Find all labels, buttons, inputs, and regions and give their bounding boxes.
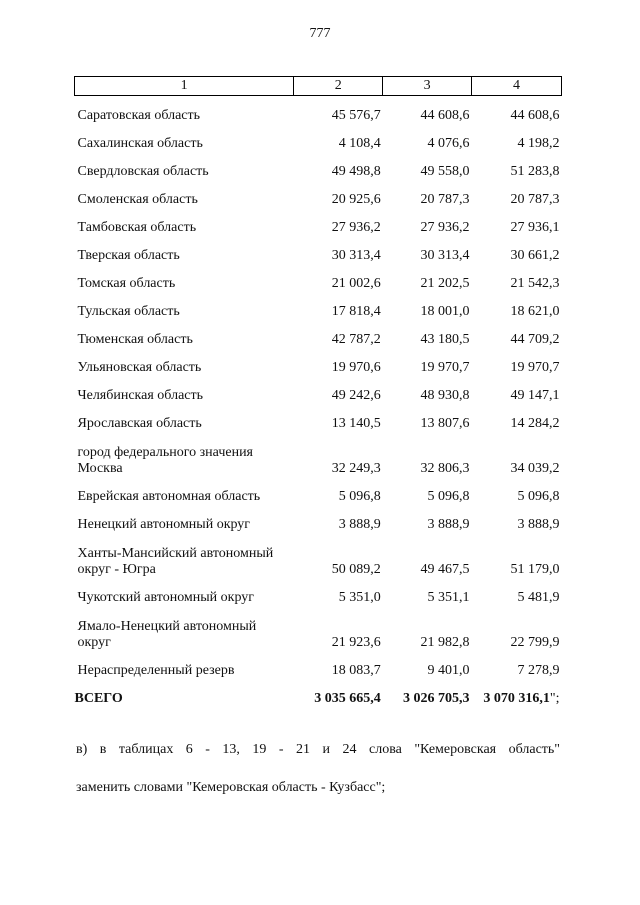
table-row xyxy=(75,292,562,320)
value-col-4: 44 709,2 xyxy=(510,332,560,347)
region-name: Еврейская автономная область xyxy=(77,489,261,504)
value-col-3: 48 930,8 xyxy=(420,388,470,403)
value-col-2: 50 089,2 xyxy=(331,562,381,577)
value-col-2: 5 351,0 xyxy=(338,590,381,605)
value-col-2: 30 313,4 xyxy=(331,248,381,263)
value-col-4: 44 608,6 xyxy=(510,108,560,123)
column-header-1: 1 xyxy=(75,77,294,96)
table-row xyxy=(75,208,562,236)
total-col-4-value: 3 070 316,1 xyxy=(483,691,550,706)
table-row xyxy=(75,152,562,180)
column-header-3: 3 xyxy=(383,77,472,96)
region-name: Томская область xyxy=(77,276,176,291)
value-col-2: 21 923,6 xyxy=(331,635,381,650)
value-col-2: 49 242,6 xyxy=(331,388,381,403)
table-row xyxy=(75,606,562,651)
region-name: Ярославская область xyxy=(77,416,202,431)
value-col-4: 51 179,0 xyxy=(510,562,560,577)
value-col-3: 49 558,0 xyxy=(420,164,470,179)
value-col-2: 13 140,5 xyxy=(331,416,381,431)
total-row xyxy=(75,679,562,707)
table-row xyxy=(75,376,562,404)
table-row xyxy=(75,505,562,533)
value-col-4: 21 542,3 xyxy=(510,276,560,291)
amendment-paragraph-1: в) в таблицах 6 - 13, 19 - 21 и 24 слова "Кемеровская область" xyxy=(76,742,560,757)
value-col-4: 49 147,1 xyxy=(510,388,560,403)
table-row xyxy=(75,404,562,432)
value-col-3: 30 313,4 xyxy=(420,248,470,263)
value-col-4: 14 284,2 xyxy=(510,416,560,431)
table-row xyxy=(75,236,562,264)
value-col-4: 22 799,9 xyxy=(510,635,560,650)
value-col-4: 30 661,2 xyxy=(510,248,560,263)
value-col-3: 44 608,6 xyxy=(420,108,470,123)
value-col-2: 32 249,3 xyxy=(331,461,381,476)
total-col-2: 3 035 665,4 xyxy=(314,691,381,706)
region-name: Тамбовская область xyxy=(77,220,197,235)
value-col-4: 4 198,2 xyxy=(517,136,560,151)
value-col-4: 34 039,2 xyxy=(510,461,560,476)
table-row xyxy=(75,477,562,505)
region-name: Смоленская область xyxy=(77,192,198,207)
value-col-4: 20 787,3 xyxy=(510,192,560,207)
total-col-4 xyxy=(472,679,562,707)
region-name: Ульяновская область xyxy=(77,360,202,375)
value-col-4: 7 278,9 xyxy=(517,663,560,678)
table-row xyxy=(75,124,562,152)
value-col-2: 21 002,6 xyxy=(331,276,381,291)
amendment-paragraph-2: заменить словами "Кемеровская область - Кузбасс"; xyxy=(76,780,386,795)
value-col-2: 5 096,8 xyxy=(338,489,381,504)
value-col-3: 5 351,1 xyxy=(427,590,470,605)
table-row xyxy=(75,320,562,348)
value-col-2: 20 925,6 xyxy=(331,192,381,207)
region-name-line-1: Ханты-Мансийский автономный xyxy=(77,546,274,561)
region-name: Нераспределенный резерв xyxy=(77,663,235,678)
table-row xyxy=(75,348,562,376)
value-col-3: 3 888,9 xyxy=(427,517,470,532)
table-row xyxy=(75,578,562,606)
value-col-2: 42 787,2 xyxy=(331,332,381,347)
region-name: Свердловская область xyxy=(77,164,209,179)
region-name: Тюменская область xyxy=(77,332,193,347)
value-col-4: 19 970,7 xyxy=(510,360,560,375)
value-col-4: 5 096,8 xyxy=(517,489,560,504)
value-col-2: 45 576,7 xyxy=(331,108,381,123)
value-col-3: 27 936,2 xyxy=(420,220,470,235)
value-col-2: 3 888,9 xyxy=(338,517,381,532)
value-col-2: 17 818,4 xyxy=(331,304,381,319)
total-label: ВСЕГО xyxy=(74,691,123,706)
region-name-line-1: Ямало-Ненецкий автономный xyxy=(77,619,257,634)
table-row xyxy=(75,432,562,477)
region-name: Сахалинская область xyxy=(77,136,203,151)
value-col-3: 49 467,5 xyxy=(420,562,470,577)
value-col-3: 32 806,3 xyxy=(420,461,470,476)
value-col-3: 20 787,3 xyxy=(420,192,470,207)
region-name-line-2: Москва xyxy=(77,461,123,476)
value-col-2: 19 970,6 xyxy=(331,360,381,375)
value-col-3: 21 202,5 xyxy=(420,276,470,291)
region-name: Тверская область xyxy=(77,248,180,263)
region-name-line-2: округ xyxy=(77,635,111,650)
value-col-3: 5 096,8 xyxy=(427,489,470,504)
region-name: Чукотский автономный округ xyxy=(77,590,255,605)
region-name-line-2: округ - Югра xyxy=(77,562,156,577)
region-name: Ненецкий автономный округ xyxy=(77,517,251,532)
value-col-2: 27 936,2 xyxy=(331,220,381,235)
value-col-2: 4 108,4 xyxy=(338,136,381,151)
budget-table xyxy=(74,76,562,707)
column-header-2: 2 xyxy=(294,77,383,96)
table-row xyxy=(75,533,562,578)
page-number: 777 xyxy=(309,26,331,41)
value-col-3: 19 970,7 xyxy=(420,360,470,375)
region-name: Саратовская область xyxy=(77,108,201,123)
region-name-line-1: город федерального значения xyxy=(77,445,253,460)
value-col-4: 27 936,1 xyxy=(510,220,560,235)
region-name: Челябинская область xyxy=(77,388,203,403)
table-row xyxy=(75,96,562,125)
value-col-4: 18 621,0 xyxy=(510,304,560,319)
column-header-4: 4 xyxy=(472,77,562,96)
region-name xyxy=(75,432,294,477)
region-name xyxy=(75,606,294,651)
region-name: Тульская область xyxy=(77,304,180,319)
value-col-2: 18 083,7 xyxy=(331,663,381,678)
table-header-row xyxy=(75,77,562,96)
table-row xyxy=(75,651,562,679)
value-col-4: 5 481,9 xyxy=(517,590,560,605)
table-row xyxy=(75,180,562,208)
value-col-3: 18 001,0 xyxy=(420,304,470,319)
value-col-2: 49 498,8 xyxy=(331,164,381,179)
value-col-3: 9 401,0 xyxy=(427,663,470,678)
value-col-3: 13 807,6 xyxy=(420,416,470,431)
value-col-3: 4 076,6 xyxy=(427,136,470,151)
total-col-3: 3 026 705,3 xyxy=(403,691,470,706)
region-name xyxy=(75,533,294,578)
value-col-3: 21 982,8 xyxy=(420,635,470,650)
table-row xyxy=(75,264,562,292)
value-col-4: 51 283,8 xyxy=(510,164,560,179)
value-col-3: 43 180,5 xyxy=(420,332,470,347)
value-col-4: 3 888,9 xyxy=(517,517,560,532)
quote-close: "; xyxy=(549,691,560,706)
